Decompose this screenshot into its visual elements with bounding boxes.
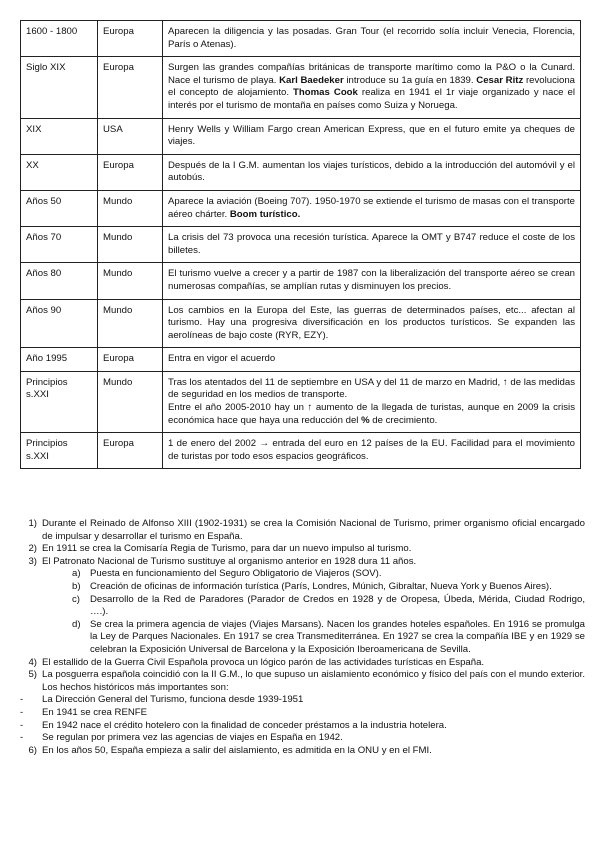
list-marker: 5) [28, 669, 37, 681]
dash-item [20, 732, 585, 745]
dash-item [20, 694, 585, 707]
description-cell [163, 57, 581, 118]
period-cell: Años 90 [21, 299, 98, 348]
list-item-text: El estallido de la Guerra Civil Española provoca un lógico parón de las actividades turísticas en España. [42, 656, 485, 668]
period-cell: Principios s.XXI [21, 433, 98, 469]
list-marker: 1) [28, 518, 37, 529]
table-row [21, 118, 581, 154]
list-item-text: Creación de oficinas de información turística (París, Londres, Múnich, Gibraltar, Nueva York y Buenos Aires). [90, 580, 552, 592]
text-segment: Los cambios en la Europa del Este, las guerras de determinados países, etc... afectan al turismo. Hay una progresiva diversificación en los productos turísticos. Se expanden las aerolíneas de bajo coste (RYR, EZY). [168, 304, 575, 341]
list-marker: 6) [28, 744, 37, 756]
region-cell: Mundo [98, 371, 163, 432]
table-row [21, 299, 581, 348]
period-cell: XX [21, 154, 98, 190]
text-segment: de crecimiento. [369, 414, 438, 426]
period-cell: Año 1995 [21, 348, 98, 372]
bold-text: Karl Baedeker [279, 74, 344, 86]
list-marker: b) [72, 580, 81, 592]
history-table [20, 20, 581, 469]
table-row [21, 263, 581, 299]
list-item-text: Durante el Reinado de Alfonso XIII (1902-1931) se crea la Comisión Nacional de Turismo, primer organismo oficial encargado de impulsar y desarrollar el turismo en España. [42, 518, 585, 542]
table-row [21, 348, 581, 372]
description-cell [163, 348, 581, 372]
list-item-text: En 1941 se crea RENFE [42, 706, 148, 718]
text-segment: Después de la I G.M. aumentan los viajes turísticos, debido a la introducción del automóvil y el autobús. [168, 159, 575, 184]
region-cell: USA [98, 118, 163, 154]
bold-text: % [361, 414, 370, 426]
list-item-text: En 1911 se crea la Comisaría Regia de Turismo, para dar un nuevo impulso al turismo. [42, 543, 412, 555]
list-marker: 3) [28, 555, 37, 567]
text-segment: Henry Wells y William Fargo crean American Express, que en el futuro emite ya cheques de viajes. [168, 123, 575, 148]
list-item-text: El Patronato Nacional de Turismo sustituye al organismo anterior en 1928 dura 11 años. [42, 555, 417, 567]
text-segment: Tras los atentados del 11 de septiembre en USA y del 11 de marzo en Madrid, ↑ de las medidas de seguridad en los medios de transporte. [168, 376, 575, 401]
description-cell [163, 299, 581, 348]
region-cell: Mundo [98, 227, 163, 263]
list-item-text: En 1942 nace el crédito hotelero con la finalidad de conceder préstamos a la industria hotelera. [42, 719, 447, 731]
text-segment: realiza en 1941 el 1r viaje organizado y nace el interés por el turismo de montaña en países como Suiza y Noruega. [168, 87, 575, 111]
history-table-body [21, 21, 581, 469]
table-row [21, 21, 581, 57]
list-marker: - [20, 732, 24, 744]
period-cell: 1600 - 1800 [21, 21, 98, 57]
list-item-text: La posguerra española coincidió con la II G.M., lo que supuso un aislamiento económico y físico del país con el mundo exterior. Los hechos históricos más importantes son: [42, 669, 585, 693]
dash-item [20, 707, 585, 720]
text-segment: El turismo vuelve a crecer y a partir de 1987 con la liberalización del transporte aéreo se crean numerosas compañías, se amplían rutas y disminuyen los precios. [168, 268, 575, 292]
list-marker: 2) [28, 543, 37, 555]
list-item-text: Desarrollo de la Red de Paradores (Parador de Credos en 1928 y de Oropesa, Úbeda, Mérida, Ciudad Rodrigo, ….). [90, 593, 585, 618]
region-cell: Mundo [98, 299, 163, 348]
sub-list-item [20, 568, 585, 581]
region-cell: Europa [98, 57, 163, 118]
description-cell [163, 227, 581, 263]
list-marker: - [20, 719, 24, 731]
region-cell: Europa [98, 433, 163, 469]
text-segment: Surgen las grandes compañías británicas de transporte marítimo como la P&O o la Cunard. Nace el turismo de playa. [168, 62, 575, 86]
numbered-item [20, 745, 585, 758]
description-cell [163, 190, 581, 226]
period-cell: Años 50 [21, 190, 98, 226]
text-segment: revoluciona el concepto de alojamiento. [168, 74, 576, 99]
list-marker: a) [72, 568, 81, 580]
list-marker: - [20, 706, 24, 718]
region-cell: Europa [98, 154, 163, 190]
description-cell [163, 21, 581, 57]
text-segment: La crisis del 73 provoca una recesión turística. Aparece la OMT y B747 reduce el coste de los billetes. [168, 232, 575, 256]
bold-text: Thomas Cook [293, 87, 358, 99]
list-marker: - [20, 694, 24, 706]
region-cell: Europa [98, 348, 163, 372]
sub-list-item [20, 619, 585, 657]
table-row [21, 227, 581, 263]
list-item-text: En los años 50, España empieza a salir del aislamiento, es admitida en la ONU y en el FMI. [42, 744, 432, 756]
text-segment: Entre el año 2005-2010 hay un ↑ aumento de la llegada de turistas, aunque en 2009 la crisis económica hace que haya una reducción del [168, 402, 575, 426]
list-item-text: Se regulan por primera vez las agencias de viajes en España en 1942. [42, 732, 343, 744]
numbered-item [20, 657, 585, 670]
sub-list-item [20, 581, 585, 594]
period-cell: Principios s.XXI [21, 371, 98, 432]
text-segment: introduce su 1a guía en 1839. [343, 74, 477, 86]
table-row [21, 57, 581, 118]
table-row [21, 154, 581, 190]
period-cell: Siglo XIX [21, 57, 98, 118]
table-row [21, 433, 581, 469]
description-cell [163, 263, 581, 299]
list-item-text: Se crea la primera agencia de viajes (Viajes Marsans). Nacen los grandes hoteles españoles. En 1916 se promulga la Ley de Parques Nacionales. En 1917 se crea Transmediterránea. En 1927 se crea la compañía IBE y en 1929 se celebran la Exposición Universal de Barcelona y la Exposición Iberoamericana de Sevilla. [90, 618, 585, 655]
list-item-text: Puesta en funcionamiento del Seguro Obligatorio de Viajeros (SOV). [90, 568, 382, 580]
region-cell: Europa [98, 21, 163, 57]
sub-list-item [20, 594, 585, 619]
text-segment: Aparece la aviación (Boeing 707). 1950-1970 se extiende el turismo de masas con el transporte aéreo chárter. [168, 195, 575, 220]
list-marker: c) [72, 593, 80, 605]
description-cell [163, 118, 581, 154]
numbered-item [20, 669, 585, 694]
region-cell: Mundo [98, 190, 163, 226]
numbered-item [20, 543, 585, 556]
region-cell: Mundo [98, 263, 163, 299]
period-cell: Años 70 [21, 227, 98, 263]
text-segment: 1 de enero del 2002 → entrada del euro en 12 países de la EU. Facilidad para el movimiento de turistas por todo esos espacios geográficos. [168, 438, 575, 462]
text-segment: Entra en vigor el acuerdo [168, 353, 276, 365]
notes-list [20, 518, 585, 757]
bold-text: Cesar Ritz [476, 74, 524, 86]
numbered-item [20, 518, 585, 543]
list-item-text: La Dirección General del Turismo, funciona desde 1939-1951 [42, 694, 304, 706]
bold-text: Boom turístico. [229, 208, 301, 220]
list-marker: 4) [28, 656, 37, 668]
description-cell [163, 154, 581, 190]
list-marker: d) [72, 618, 81, 630]
table-row [21, 371, 581, 432]
text-segment: Aparecen la diligencia y las posadas. Gran Tour (el recorrido solía incluir Venecia, Florencia, París o Atenas). [168, 26, 575, 50]
period-cell: XIX [21, 118, 98, 154]
description-cell [163, 433, 581, 469]
period-cell: Años 80 [21, 263, 98, 299]
dash-item [20, 720, 585, 733]
table-row [21, 190, 581, 226]
numbered-item [20, 556, 585, 569]
description-cell [163, 371, 581, 432]
